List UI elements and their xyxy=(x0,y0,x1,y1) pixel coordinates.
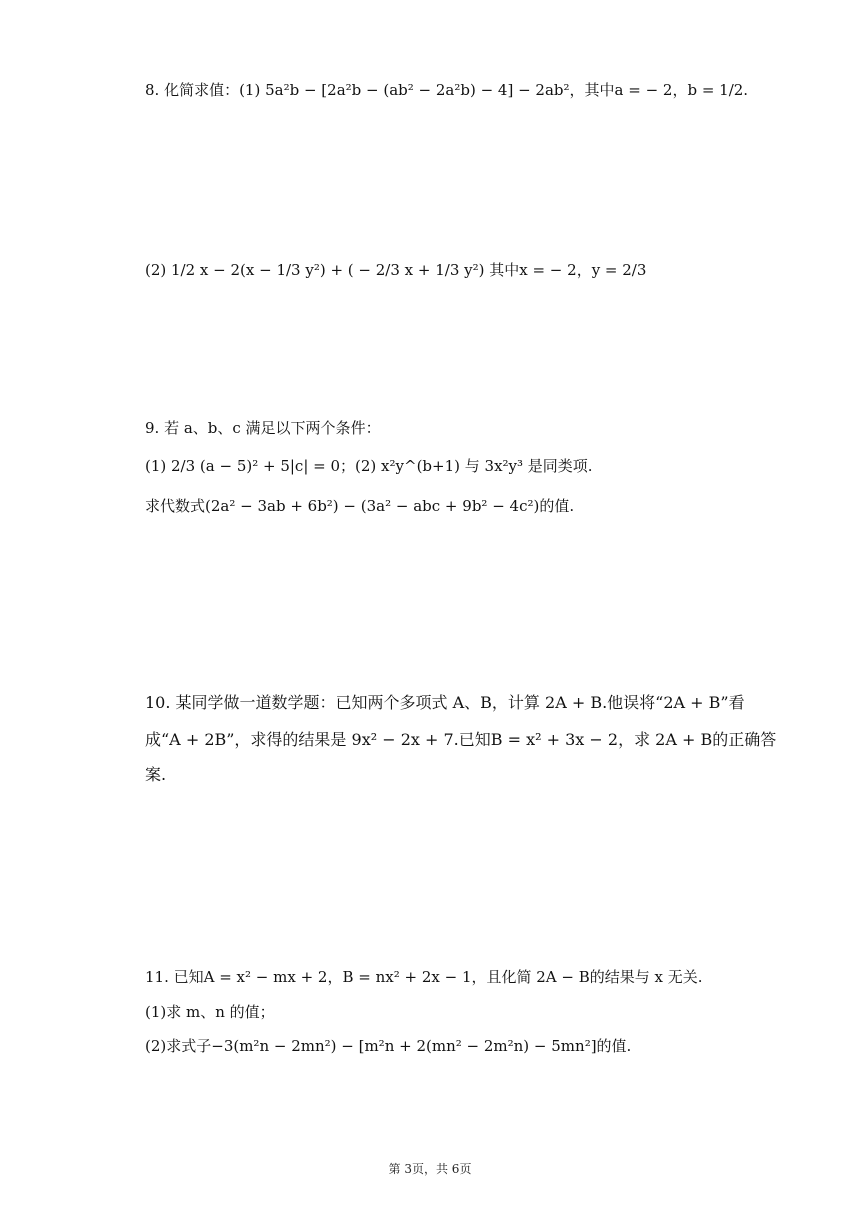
question-11-part-2: (2)求式子−3(m²n − 2mn²) − [m²n + 2(mn² − 2m²n) − 5mn²]的值. xyxy=(145,1037,632,1055)
page-number: 第 3页，共 6页 xyxy=(388,1162,472,1176)
question-9-conditions: (1) 2/3 (a − 5)² + 5|c| = 0；(2) x²y^(b+1) 与 3x²y³ 是同类项. xyxy=(145,457,593,475)
question-8-part-2: (2) 1/2 x − 2(x − 1/3 y²) + ( − 2/3 x + 1/3 y²) 其中x = − 2，y = 2/3 xyxy=(145,261,647,279)
question-10-line-3: 案. xyxy=(145,765,167,784)
question-10-line-2: 成“A + 2B”，求得的结果是 9x² − 2x + 7.已知B = x² + 3x − 2，求 2A + B的正确答 xyxy=(145,730,777,749)
question-11-stem: 11. 已知A = x² − mx + 2，B = nx² + 2x − 1，且化简 2A − B的结果与 x 无关. xyxy=(145,968,703,986)
question-9-task: 求代数式(2a² − 3ab + 6b²) − (3a² − abc + 9b² − 4c²)的值. xyxy=(145,497,575,515)
question-10-line-1: 10. 某同学做一道数学题：已知两个多项式 A、B，计算 2A + B.他误将“2A + B”看 xyxy=(145,693,745,712)
question-8-part-1: 8. 化简求值：(1) 5a²b − [2a²b − (ab² − 2a²b) − 4] − 2ab²，其中a = − 2，b = 1/2. xyxy=(145,81,749,99)
question-11-part-1: (1)求 m、n 的值； xyxy=(145,1003,275,1021)
question-9-stem: 9. 若 a、b、c 满足以下两个条件： xyxy=(145,419,381,437)
